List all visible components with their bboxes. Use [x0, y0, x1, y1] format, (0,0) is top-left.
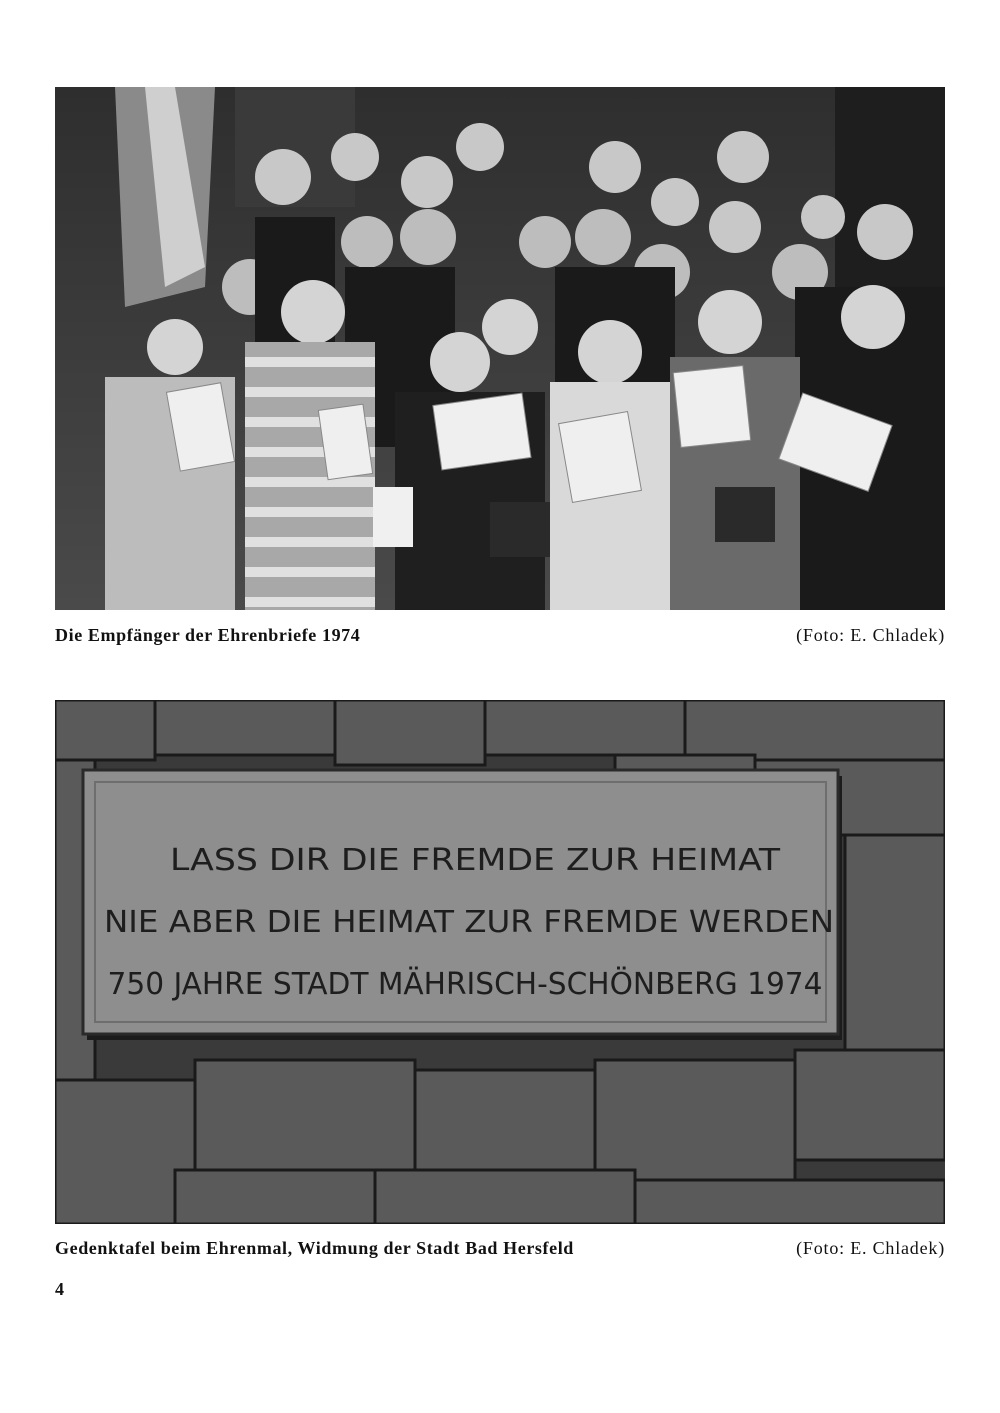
group-photo-credit: (Foto: E. Chladek): [796, 625, 945, 645]
plaque-photo: [55, 700, 945, 1224]
plaque-line-3: 750 JAHRE STADT MÄHRISCH-SCHÖNBERG 1974: [107, 967, 759, 1002]
group-photo-image: [55, 87, 945, 610]
plaque-line-1: LASS DIR DIE FREMDE ZUR HEIMAT: [170, 843, 781, 878]
page-number: 4: [55, 1279, 64, 1299]
plaque-photo-credit: (Foto: E. Chladek): [796, 1238, 945, 1258]
plaque-photo-image: [55, 700, 945, 1224]
plaque-photo-caption: Gedenktafel beim Ehrenmal, Widmung der Stadt Bad Hersfeld: [55, 1238, 574, 1258]
group-photo: [55, 87, 945, 610]
group-photo-caption: Die Empfänger der Ehrenbriefe 1974: [55, 625, 361, 645]
plaque-line-2: NIE ABER DIE HEIMAT ZUR FREMDE WERDEN: [104, 905, 834, 940]
